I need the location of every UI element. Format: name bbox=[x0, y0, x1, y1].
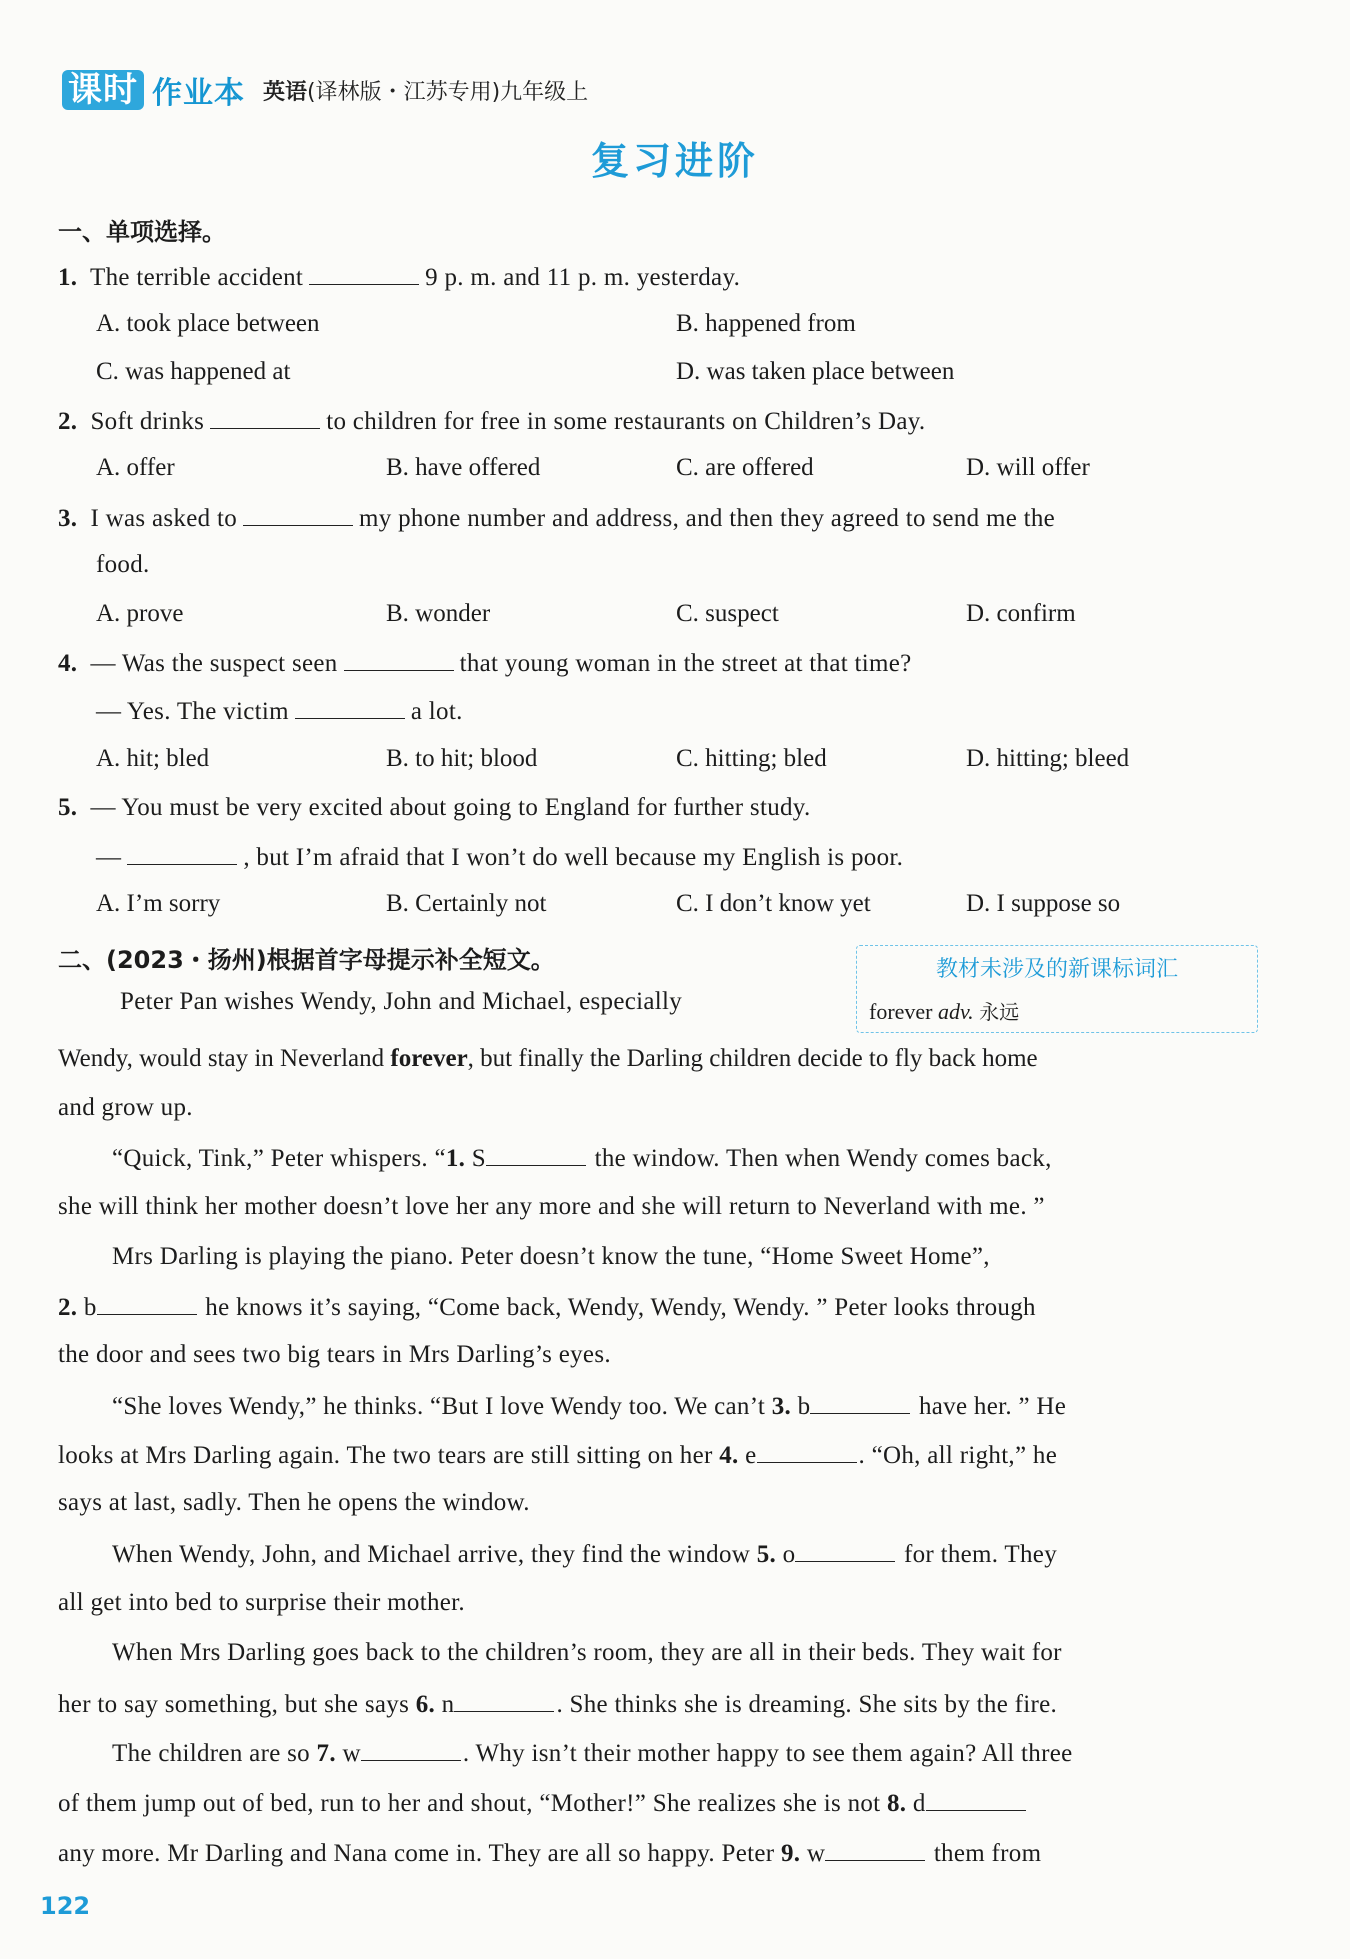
question-2: 2. Soft drinks to children for free in some restaurants on Children’s Day. bbox=[58, 408, 926, 435]
book-subtitle: 英语(译林版・江苏专用)九年级上 bbox=[263, 79, 589, 105]
passage-line: When Wendy, John, and Michael arrive, they find the window 5. o for them. They bbox=[112, 1541, 1058, 1568]
passage-line: Peter Pan wishes Wendy, John and Michael, especially bbox=[120, 988, 683, 1015]
blank-3[interactable] bbox=[810, 1391, 910, 1414]
answer-blank[interactable] bbox=[344, 648, 454, 671]
q5-option-c[interactable]: C. I don’t know yet bbox=[676, 890, 871, 917]
q4-option-b[interactable]: B. to hit; blood bbox=[386, 745, 538, 772]
passage-line: her to say something, but she says 6. n . She thinks she is dreaming. She sits by the fire. bbox=[58, 1691, 1058, 1718]
answer-blank[interactable] bbox=[210, 406, 320, 429]
blank-7[interactable] bbox=[361, 1738, 461, 1761]
question-5-line-1: 5. — You must be very excited about going to England for further study. bbox=[58, 794, 811, 821]
answer-blank[interactable] bbox=[243, 503, 353, 526]
q4-option-d[interactable]: D. hitting; bleed bbox=[966, 745, 1130, 772]
blank-5[interactable] bbox=[795, 1539, 895, 1562]
passage-line: Wendy, would stay in Neverland forever, but finally the Darling children decide to fly back home bbox=[58, 1045, 1038, 1072]
blank-1[interactable] bbox=[486, 1143, 586, 1166]
blank-6[interactable] bbox=[454, 1689, 554, 1712]
passage-line: she will think her mother doesn’t love her any more and she will return to Neverland with me. ” bbox=[58, 1193, 1045, 1220]
passage-line: any more. Mr Darling and Nana come in. They are all so happy. Peter 9. w them from bbox=[58, 1840, 1042, 1867]
q3-option-b[interactable]: B. wonder bbox=[386, 600, 491, 627]
logo-text-b: 作业本 bbox=[152, 76, 245, 111]
vocabulary-box-title: 教材未涉及的新课标词汇 bbox=[935, 957, 1178, 982]
passage-line: the door and sees two big tears in Mrs Darling’s eyes. bbox=[58, 1341, 611, 1368]
passage-line: “She loves Wendy,” he thinks. “But I love Wendy too. We can’t 3. b have her. ” He bbox=[112, 1393, 1067, 1420]
q3-option-d[interactable]: D. confirm bbox=[966, 600, 1076, 627]
question-3-continued: food. bbox=[96, 551, 150, 578]
question-3: 3. I was asked to my phone number and address, and then they agreed to send me the bbox=[58, 505, 1056, 532]
blank-2[interactable] bbox=[97, 1292, 197, 1315]
blank-8[interactable] bbox=[926, 1788, 1026, 1811]
q3-option-c[interactable]: C. suspect bbox=[676, 600, 779, 627]
passage-line: Mrs Darling is playing the piano. Peter doesn’t know the tune, “Home Sweet Home”, bbox=[112, 1243, 990, 1270]
question-4-line-2: — Yes. The victim a lot. bbox=[96, 698, 463, 725]
answer-blank[interactable] bbox=[127, 842, 237, 865]
blank-9[interactable] bbox=[825, 1838, 925, 1861]
q2-option-b[interactable]: B. have offered bbox=[386, 454, 541, 481]
passage-line: The children are so 7. w . Why isn’t their mother happy to see them again? All three bbox=[112, 1740, 1073, 1767]
new-vocabulary-box bbox=[856, 945, 1258, 1033]
q2-option-d[interactable]: D. will offer bbox=[966, 454, 1090, 481]
q5-option-b[interactable]: B. Certainly not bbox=[386, 890, 547, 917]
logo-text-a: 课时 bbox=[62, 70, 144, 110]
book-logo bbox=[62, 70, 245, 110]
passage-line: When Mrs Darling goes back to the children’s room, they are all in their beds. They wait for bbox=[112, 1639, 1062, 1666]
q4-option-a[interactable]: A. hit; bled bbox=[96, 745, 210, 772]
q1-option-d[interactable]: D. was taken place between bbox=[676, 358, 955, 385]
part2-heading: 二、(2023・扬州)根据首字母提示补全短文。 bbox=[58, 946, 555, 974]
passage-line: of them jump out of bed, run to her and shout, “Mother!” She realizes she is not 8. d bbox=[58, 1788, 1028, 1818]
passage-line: all get into bed to surprise their mother. bbox=[58, 1589, 465, 1616]
page-number: 122 bbox=[40, 1892, 91, 1920]
q2-option-c[interactable]: C. are offered bbox=[676, 454, 814, 481]
part1-heading: 一、单项选择。 bbox=[58, 218, 226, 246]
passage-line: and grow up. bbox=[58, 1094, 193, 1121]
passage-line: “Quick, Tink,” Peter whispers. “1. S the window. Then when Wendy comes back, bbox=[112, 1145, 1052, 1172]
question-4-line-1: 4. — Was the suspect seen that young woman in the street at that time? bbox=[58, 650, 912, 677]
blank-4[interactable] bbox=[757, 1440, 857, 1463]
q5-option-a[interactable]: A. I’m sorry bbox=[96, 890, 221, 917]
passage-line: looks at Mrs Darling again. The two tears are still sitting on her 4. e . “Oh, all right,” he bbox=[58, 1442, 1058, 1469]
answer-blank[interactable] bbox=[295, 696, 405, 719]
q2-option-a[interactable]: A. offer bbox=[96, 454, 175, 481]
passage-line: says at last, sadly. Then he opens the window. bbox=[58, 1489, 530, 1516]
q5-option-d[interactable]: D. I suppose so bbox=[966, 890, 1121, 917]
answer-blank[interactable] bbox=[309, 262, 419, 285]
q3-option-a[interactable]: A. prove bbox=[96, 600, 184, 627]
section-title: 复习进阶 bbox=[590, 138, 759, 183]
passage-line: 2. b he knows it’s saying, “Come back, Wendy, Wendy, Wendy. ” Peter looks through bbox=[58, 1294, 1036, 1321]
book-header bbox=[62, 70, 588, 110]
question-5-line-2: — , but I’m afraid that I won’t do well because my English is poor. bbox=[96, 844, 904, 871]
vocabulary-entry: forever adv. 永远 bbox=[869, 999, 1020, 1024]
q1-option-b[interactable]: B. happened from bbox=[676, 310, 856, 337]
q4-option-c[interactable]: C. hitting; bled bbox=[676, 745, 827, 772]
q1-option-a[interactable]: A. took place between bbox=[96, 310, 320, 337]
q1-option-c[interactable]: C. was happened at bbox=[96, 358, 291, 385]
question-1: 1. The terrible accident 9 p. m. and 11 p. m. yesterday. bbox=[58, 264, 741, 291]
